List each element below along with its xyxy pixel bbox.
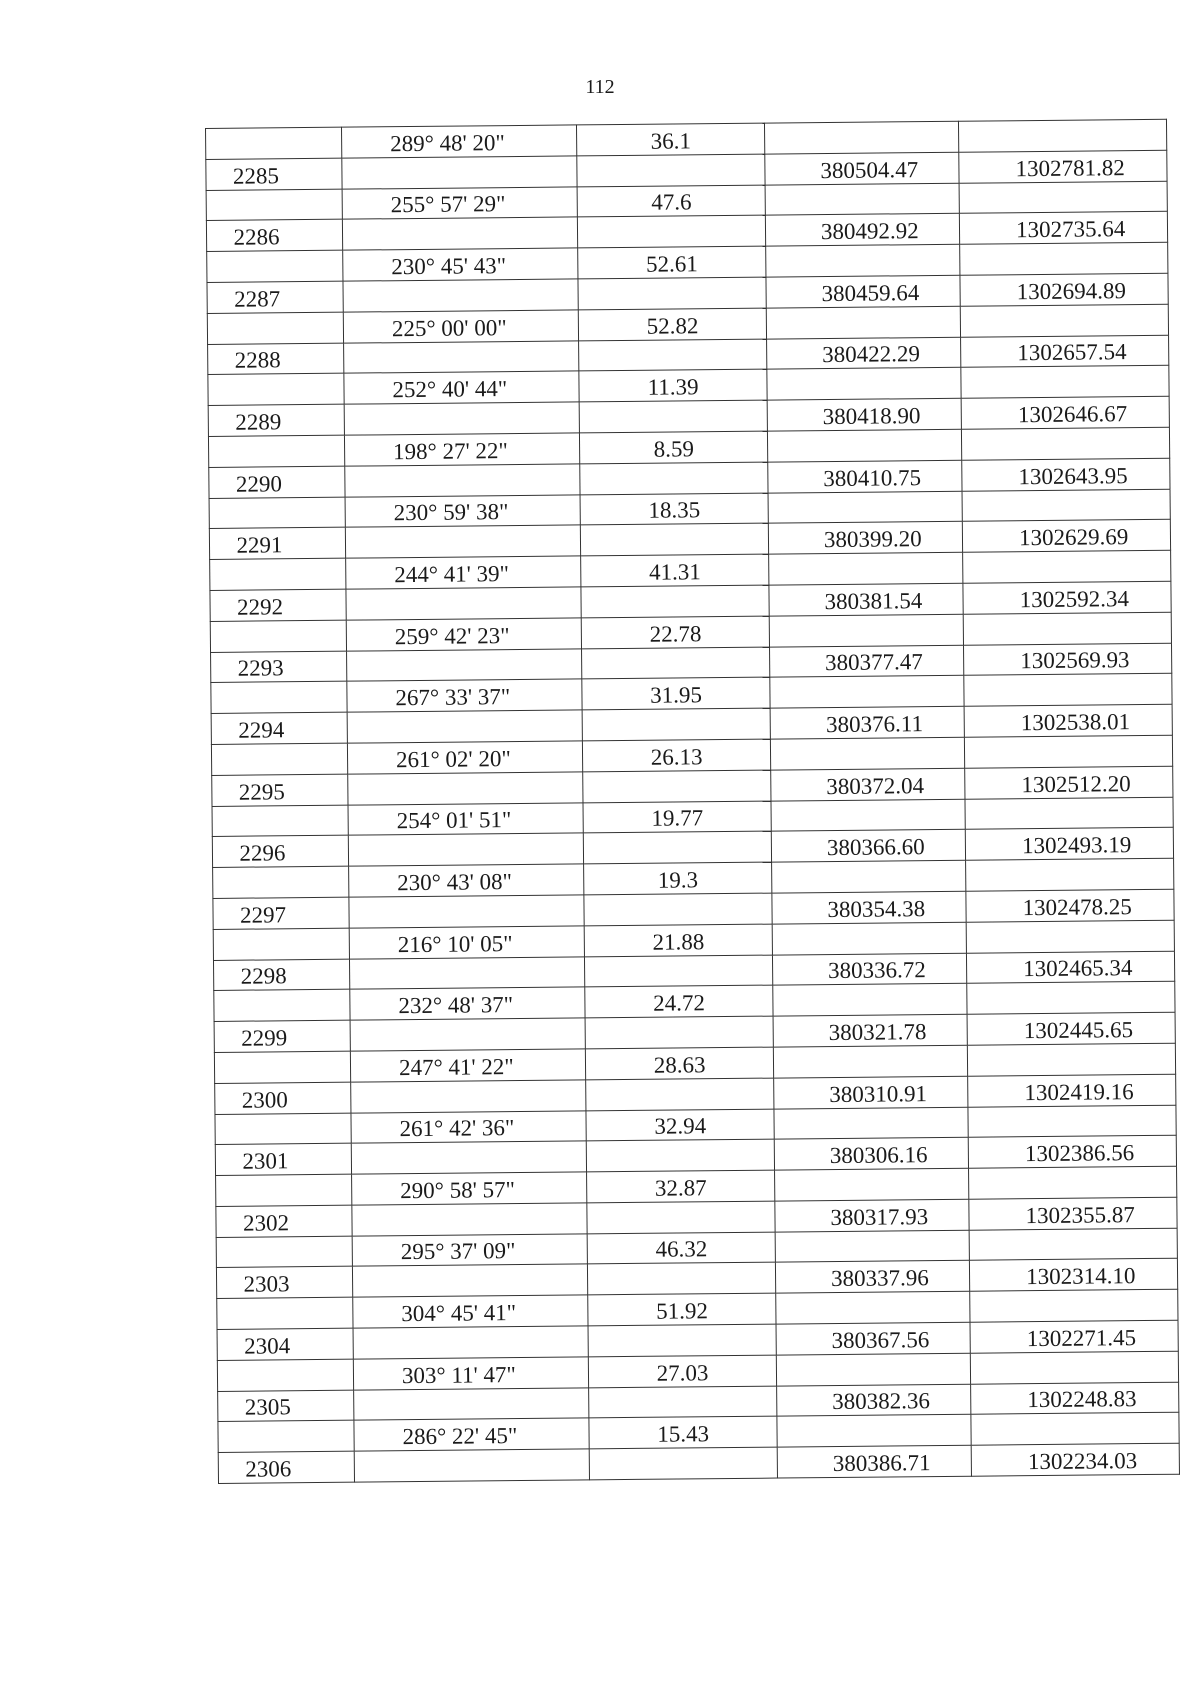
- bearing-cell: [354, 1449, 589, 1482]
- northing-cell: 380381.54: [769, 583, 964, 616]
- bearing-cell: 216° 10' 05": [349, 926, 584, 959]
- bearing-cell: 244° 41' 39": [346, 556, 581, 589]
- distance-cell: 36.1: [577, 123, 765, 156]
- northing-cell: 380372.04: [771, 768, 966, 801]
- northing-cell: [765, 121, 960, 154]
- station-cell: 2299: [214, 1020, 350, 1052]
- easting-cell: 1302493.19: [966, 828, 1174, 861]
- northing-cell: [770, 676, 965, 709]
- distance-cell: [579, 400, 767, 433]
- station-cell: [215, 1113, 351, 1145]
- bearing-cell: [343, 279, 578, 312]
- distance-cell: 27.03: [588, 1355, 776, 1388]
- easting-cell: 1302465.34: [967, 951, 1175, 984]
- easting-cell: 1302445.65: [967, 1012, 1175, 1045]
- bearing-cell: [342, 156, 577, 189]
- bearing-cell: 290° 58' 57": [352, 1172, 587, 1205]
- bearing-cell: 255° 57' 29": [342, 187, 577, 220]
- easting-cell: 1302694.89: [960, 273, 1168, 306]
- distance-cell: [583, 831, 771, 864]
- bearing-cell: [342, 217, 577, 250]
- distance-cell: 52.82: [578, 308, 766, 341]
- distance-cell: [584, 893, 772, 926]
- distance-cell: 18.35: [580, 493, 768, 526]
- survey-coordinate-table: [205, 119, 1180, 1484]
- station-cell: [213, 928, 349, 960]
- distance-cell: [577, 216, 765, 249]
- station-cell: [212, 805, 348, 837]
- station-cell: 2290: [209, 466, 345, 498]
- bearing-cell: [346, 587, 581, 620]
- bearing-cell: 303° 11' 47": [353, 1357, 588, 1390]
- northing-cell: [772, 860, 967, 893]
- easting-cell: 1302643.95: [962, 458, 1170, 491]
- northing-cell: [769, 552, 964, 585]
- distance-cell: 11.39: [579, 369, 767, 402]
- station-cell: 2304: [217, 1328, 353, 1360]
- northing-cell: 380367.56: [776, 1322, 971, 1355]
- station-cell: 2288: [208, 343, 344, 375]
- northing-cell: 380382.36: [777, 1384, 972, 1417]
- northing-cell: 380366.60: [771, 830, 966, 863]
- station-cell: [206, 127, 342, 159]
- station-cell: [210, 558, 346, 590]
- easting-cell: 1302646.67: [962, 396, 1170, 429]
- bearing-cell: [351, 1080, 586, 1113]
- easting-cell: [971, 1413, 1179, 1446]
- northing-cell: [766, 244, 961, 277]
- bearing-cell: [348, 833, 583, 866]
- station-cell: [216, 1236, 352, 1268]
- station-cell: [210, 620, 346, 652]
- bearing-cell: [344, 402, 579, 435]
- bearing-cell: 230° 45' 43": [343, 248, 578, 281]
- distance-cell: [582, 708, 770, 741]
- easting-cell: 1302248.83: [971, 1382, 1179, 1415]
- bearing-cell: [352, 1203, 587, 1236]
- station-cell: [207, 312, 343, 344]
- distance-cell: 19.77: [583, 801, 771, 834]
- northing-cell: [768, 429, 963, 462]
- easting-cell: 1302234.03: [972, 1443, 1180, 1476]
- station-cell: 2295: [212, 774, 348, 806]
- bearing-cell: 198° 27' 22": [344, 433, 579, 466]
- northing-cell: [774, 1045, 969, 1078]
- bearing-cell: [349, 956, 584, 989]
- station-cell: 2286: [206, 220, 342, 252]
- station-cell: 2306: [218, 1451, 354, 1483]
- station-cell: 2287: [207, 281, 343, 313]
- station-cell: [211, 682, 347, 714]
- easting-cell: [970, 1228, 1178, 1261]
- bearing-cell: 289° 48' 20": [341, 125, 576, 158]
- distance-cell: 46.32: [587, 1232, 775, 1265]
- northing-cell: 380418.90: [767, 398, 962, 431]
- station-cell: [209, 497, 345, 529]
- northing-cell: [766, 306, 961, 339]
- bearing-cell: 295° 37' 09": [352, 1234, 587, 1267]
- easting-cell: 1302512.20: [965, 766, 1173, 799]
- easting-cell: [964, 674, 1172, 707]
- easting-cell: [965, 797, 1173, 830]
- station-cell: 2289: [208, 404, 344, 436]
- distance-cell: [579, 339, 767, 372]
- northing-cell: [771, 799, 966, 832]
- bearing-cell: [349, 895, 584, 928]
- distance-cell: [581, 585, 769, 618]
- easting-cell: 1302386.56: [969, 1136, 1177, 1169]
- bearing-cell: [345, 464, 580, 497]
- distance-cell: 47.6: [577, 185, 765, 218]
- distance-cell: [586, 1139, 774, 1172]
- bearing-cell: [347, 710, 582, 743]
- bearing-cell: 254° 01' 51": [348, 802, 583, 835]
- northing-cell: 380410.75: [768, 460, 963, 493]
- northing-cell: [776, 1291, 971, 1324]
- station-cell: [217, 1359, 353, 1391]
- easting-cell: [967, 982, 1175, 1015]
- station-cell: [213, 866, 349, 898]
- table-body: [206, 119, 1180, 1483]
- bearing-cell: 267° 33' 37": [347, 679, 582, 712]
- bearing-cell: 261° 02' 20": [347, 741, 582, 774]
- northing-cell: [765, 183, 960, 216]
- distance-cell: 19.3: [584, 862, 772, 895]
- easting-cell: 1302538.01: [965, 704, 1173, 737]
- northing-cell: [767, 368, 962, 401]
- distance-cell: [586, 1078, 774, 1111]
- northing-cell: 380310.91: [774, 1076, 969, 1109]
- easting-cell: [959, 119, 1167, 152]
- bearing-cell: [345, 525, 580, 558]
- distance-cell: 51.92: [588, 1293, 776, 1326]
- station-cell: 2294: [211, 712, 347, 744]
- station-cell: [218, 1421, 354, 1453]
- northing-cell: 380376.11: [770, 706, 965, 739]
- easting-cell: 1302355.87: [969, 1197, 1177, 1230]
- northing-cell: 380504.47: [765, 152, 960, 185]
- bearing-cell: [344, 341, 579, 374]
- distance-cell: [577, 154, 765, 187]
- bearing-cell: 230° 59' 38": [345, 494, 580, 527]
- distance-cell: 21.88: [584, 924, 772, 957]
- station-cell: [214, 989, 350, 1021]
- station-cell: 2285: [206, 158, 342, 190]
- distance-cell: 15.43: [589, 1417, 777, 1450]
- station-cell: 2292: [210, 589, 346, 621]
- distance-cell: 28.63: [585, 1047, 773, 1080]
- distance-cell: 26.13: [582, 739, 770, 772]
- distance-cell: 24.72: [585, 985, 773, 1018]
- northing-cell: [777, 1353, 972, 1386]
- easting-cell: [970, 1289, 1178, 1322]
- distance-cell: [588, 1324, 776, 1357]
- distance-cell: [580, 462, 768, 495]
- easting-cell: [962, 489, 1170, 522]
- northing-cell: 380459.64: [766, 275, 961, 308]
- distance-cell: 8.59: [580, 431, 768, 464]
- northing-cell: [775, 1230, 970, 1263]
- northing-cell: 380492.92: [766, 214, 961, 247]
- station-cell: [207, 250, 343, 282]
- station-cell: 2296: [212, 835, 348, 867]
- easting-cell: [969, 1166, 1177, 1199]
- bearing-cell: 247° 41' 22": [350, 1049, 585, 1082]
- station-cell: 2305: [218, 1390, 354, 1422]
- distance-cell: [587, 1201, 775, 1234]
- station-cell: 2303: [216, 1267, 352, 1299]
- northing-cell: [772, 922, 967, 955]
- northing-cell: [775, 1168, 970, 1201]
- northing-cell: 380317.93: [775, 1199, 970, 1232]
- distance-cell: [578, 277, 766, 310]
- easting-cell: [959, 181, 1167, 214]
- northing-cell: 380306.16: [774, 1138, 969, 1171]
- distance-cell: [588, 1263, 776, 1296]
- bearing-cell: [346, 648, 581, 681]
- station-cell: 2301: [215, 1143, 351, 1175]
- easting-cell: 1302657.54: [961, 335, 1169, 368]
- northing-cell: [768, 491, 963, 524]
- distance-cell: [582, 647, 770, 680]
- northing-cell: 380377.47: [770, 645, 965, 678]
- distance-cell: [589, 1386, 777, 1419]
- distance-cell: 52.61: [578, 246, 766, 279]
- station-cell: 2297: [213, 897, 349, 929]
- distance-cell: 32.94: [586, 1109, 774, 1142]
- bearing-cell: 232° 48' 37": [350, 987, 585, 1020]
- station-cell: 2302: [216, 1205, 352, 1237]
- station-cell: 2300: [215, 1082, 351, 1114]
- distance-cell: [580, 523, 768, 556]
- bearing-cell: 230° 43' 08": [349, 864, 584, 897]
- distance-cell: 41.31: [581, 554, 769, 587]
- easting-cell: 1302271.45: [970, 1320, 1178, 1353]
- easting-cell: [963, 550, 1171, 583]
- station-cell: 2298: [213, 959, 349, 991]
- distance-cell: 22.78: [581, 616, 769, 649]
- station-cell: 2293: [211, 651, 347, 683]
- easting-cell: [965, 735, 1173, 768]
- easting-cell: [961, 366, 1169, 399]
- easting-cell: 1302314.10: [970, 1259, 1178, 1292]
- easting-cell: [968, 1105, 1176, 1138]
- northing-cell: 380386.71: [777, 1445, 972, 1478]
- northing-cell: 380354.38: [772, 891, 967, 924]
- northing-cell: 380399.20: [769, 522, 964, 555]
- station-cell: [208, 374, 344, 406]
- northing-cell: 380337.96: [776, 1261, 971, 1294]
- easting-cell: [968, 1043, 1176, 1076]
- bearing-cell: [352, 1264, 587, 1297]
- distance-cell: [585, 955, 773, 988]
- distance-cell: 32.87: [587, 1170, 775, 1203]
- northing-cell: 380422.29: [767, 337, 962, 370]
- northing-cell: 380336.72: [773, 953, 968, 986]
- northing-cell: 380321.78: [773, 1014, 968, 1047]
- easting-cell: 1302419.16: [968, 1074, 1176, 1107]
- distance-cell: [589, 1447, 777, 1480]
- station-cell: [214, 1051, 350, 1083]
- distance-cell: [583, 770, 771, 803]
- northing-cell: [771, 737, 966, 770]
- bearing-cell: 261° 42' 36": [351, 1110, 586, 1143]
- bearing-cell: 286° 22' 45": [354, 1418, 589, 1451]
- easting-cell: 1302629.69: [963, 520, 1171, 553]
- easting-cell: [962, 427, 1170, 460]
- page-number: 112: [585, 76, 615, 98]
- bearing-cell: [350, 1018, 585, 1051]
- northing-cell: [774, 1107, 969, 1140]
- bearing-cell: [353, 1326, 588, 1359]
- bearing-cell: 259° 42' 23": [346, 618, 581, 651]
- easting-cell: [964, 612, 1172, 645]
- northing-cell: [777, 1415, 972, 1448]
- bearing-cell: [348, 772, 583, 805]
- easting-cell: [971, 1351, 1179, 1384]
- easting-cell: 1302569.93: [964, 643, 1172, 676]
- easting-cell: 1302592.34: [963, 581, 1171, 614]
- easting-cell: [967, 920, 1175, 953]
- bearing-cell: [351, 1141, 586, 1174]
- easting-cell: [966, 858, 1174, 891]
- easting-cell: 1302478.25: [966, 889, 1174, 922]
- bearing-cell: 225° 00' 00": [343, 310, 578, 343]
- easting-cell: 1302735.64: [960, 212, 1168, 245]
- station-cell: [211, 743, 347, 775]
- station-cell: 2291: [209, 528, 345, 560]
- northing-cell: [769, 614, 964, 647]
- distance-cell: [585, 1016, 773, 1049]
- bearing-cell: 252° 40' 44": [344, 371, 579, 404]
- station-cell: [206, 189, 342, 221]
- bearing-cell: [354, 1388, 589, 1421]
- station-cell: [216, 1174, 352, 1206]
- station-cell: [217, 1297, 353, 1329]
- easting-cell: [961, 304, 1169, 337]
- northing-cell: [773, 984, 968, 1017]
- station-cell: [208, 435, 344, 467]
- easting-cell: 1302781.82: [959, 150, 1167, 183]
- bearing-cell: 304° 45' 41": [353, 1295, 588, 1328]
- distance-cell: 31.95: [582, 677, 770, 710]
- easting-cell: [960, 242, 1168, 275]
